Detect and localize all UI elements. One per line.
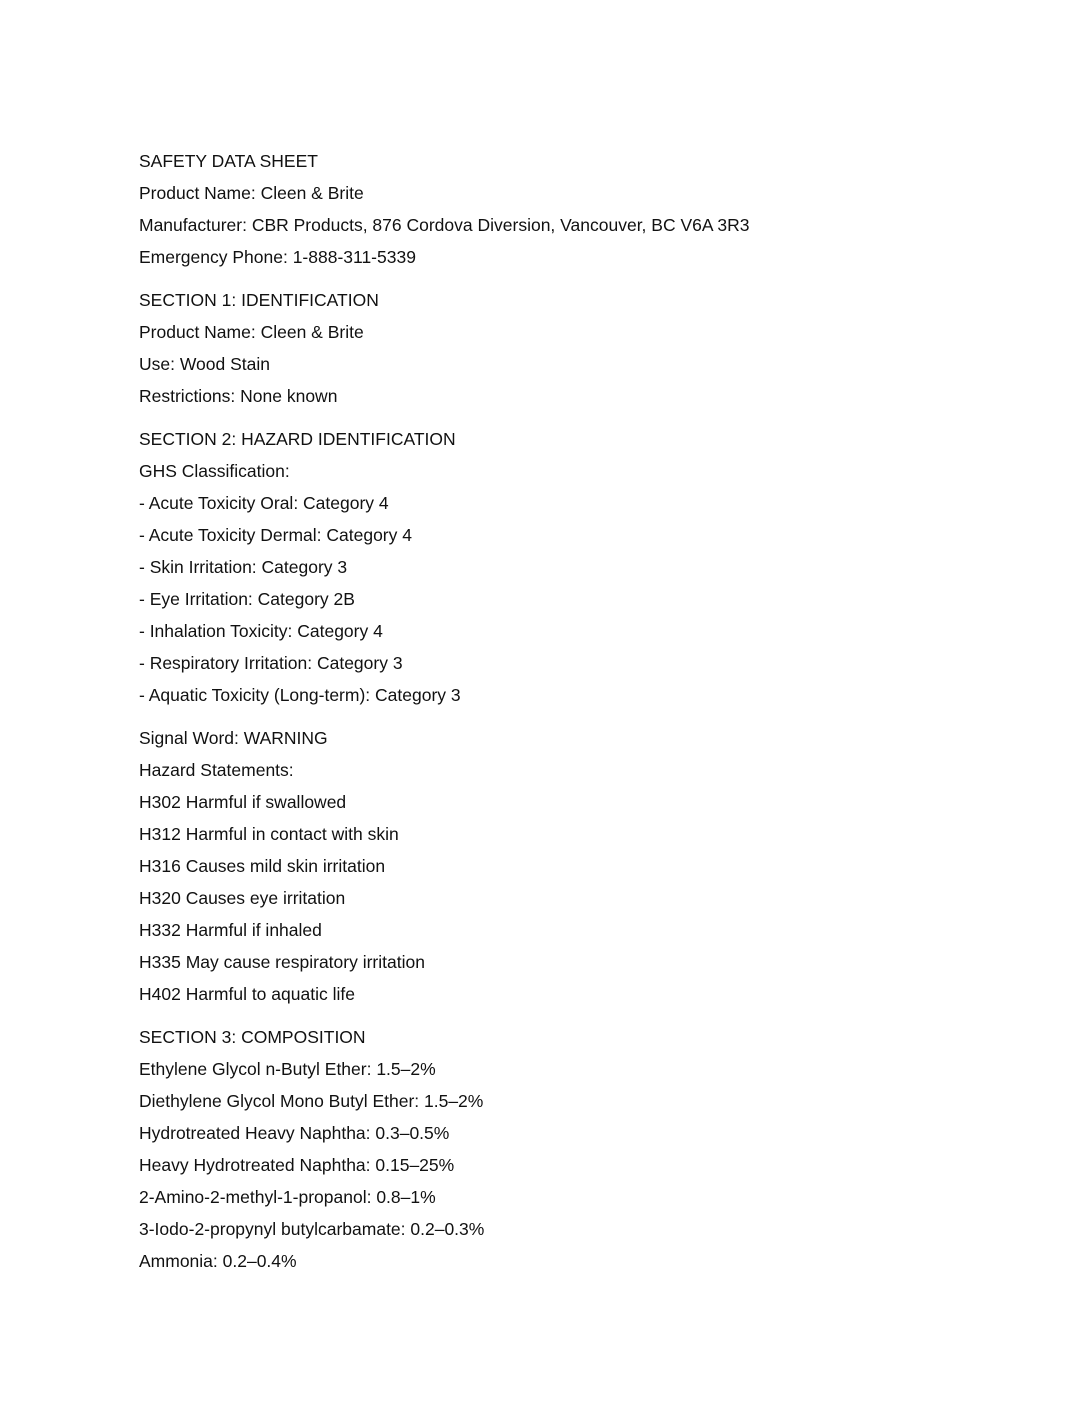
component-item: Diethylene Glycol Mono Butyl Ether: 1.5–2% xyxy=(139,1091,484,1111)
component-item: 3-Iodo-2-propynyl butylcarbamate: 0.2–0.3% xyxy=(139,1219,485,1239)
safety-data-sheet xyxy=(139,145,750,1288)
identification-line: Restrictions: None known xyxy=(139,386,338,406)
component-item: Heavy Hydrotreated Naphtha: 0.15–25% xyxy=(139,1155,455,1175)
section-heading: SECTION 2: HAZARD IDENTIFICATION xyxy=(139,429,456,449)
component-item: Ethylene Glycol n-Butyl Ether: 1.5–2% xyxy=(139,1059,436,1079)
signal-word: Signal Word: WARNING xyxy=(139,728,328,748)
hazard-statement: H312 Harmful in contact with skin xyxy=(139,824,399,844)
section-heading: SECTION 3: COMPOSITION xyxy=(139,1027,366,1047)
classification-item: - Eye Irritation: Category 2B xyxy=(139,589,355,609)
component-item: Ammonia: 0.2–0.4% xyxy=(139,1251,297,1271)
hazard-statements-block xyxy=(139,722,750,1010)
classification-item: - Aquatic Toxicity (Long-term): Category 3 xyxy=(139,685,461,705)
document-header xyxy=(139,145,750,273)
emergency-phone: Emergency Phone: 1-888-311-5339 xyxy=(139,247,416,267)
section-hazard-identification xyxy=(139,423,750,711)
classification-item: - Acute Toxicity Oral: Category 4 xyxy=(139,493,389,513)
component-item: Hydrotreated Heavy Naphtha: 0.3–0.5% xyxy=(139,1123,450,1143)
hazard-statement: H316 Causes mild skin irritation xyxy=(139,856,386,876)
hazard-statement: H402 Harmful to aquatic life xyxy=(139,984,355,1004)
hazard-statement: H320 Causes eye irritation xyxy=(139,888,346,908)
identification-line: Use: Wood Stain xyxy=(139,354,270,374)
hazard-statement: H302 Harmful if swallowed xyxy=(139,792,347,812)
identification-line: Product Name: Cleen & Brite xyxy=(139,322,364,342)
section-identification xyxy=(139,284,750,412)
classification-item: - Skin Irritation: Category 3 xyxy=(139,557,348,577)
manufacturer: Manufacturer: CBR Products, 876 Cordova Diversion, Vancouver, BC V6A 3R3 xyxy=(139,215,750,235)
section-heading: SECTION 1: IDENTIFICATION xyxy=(139,290,379,310)
document-title: SAFETY DATA SHEET xyxy=(139,151,318,171)
section-composition xyxy=(139,1021,750,1277)
classification-item: - Respiratory Irritation: Category 3 xyxy=(139,653,403,673)
hazard-statements-label: Hazard Statements: xyxy=(139,760,294,780)
hazard-statement: H332 Harmful if inhaled xyxy=(139,920,322,940)
classification-item: - Acute Toxicity Dermal: Category 4 xyxy=(139,525,412,545)
component-item: 2-Amino-2-methyl-1-propanol: 0.8–1% xyxy=(139,1187,436,1207)
classification-item: - Inhalation Toxicity: Category 4 xyxy=(139,621,383,641)
ghs-classification-label: GHS Classification: xyxy=(139,461,290,481)
hazard-statement: H335 May cause respiratory irritation xyxy=(139,952,425,972)
product-name: Product Name: Cleen & Brite xyxy=(139,183,364,203)
